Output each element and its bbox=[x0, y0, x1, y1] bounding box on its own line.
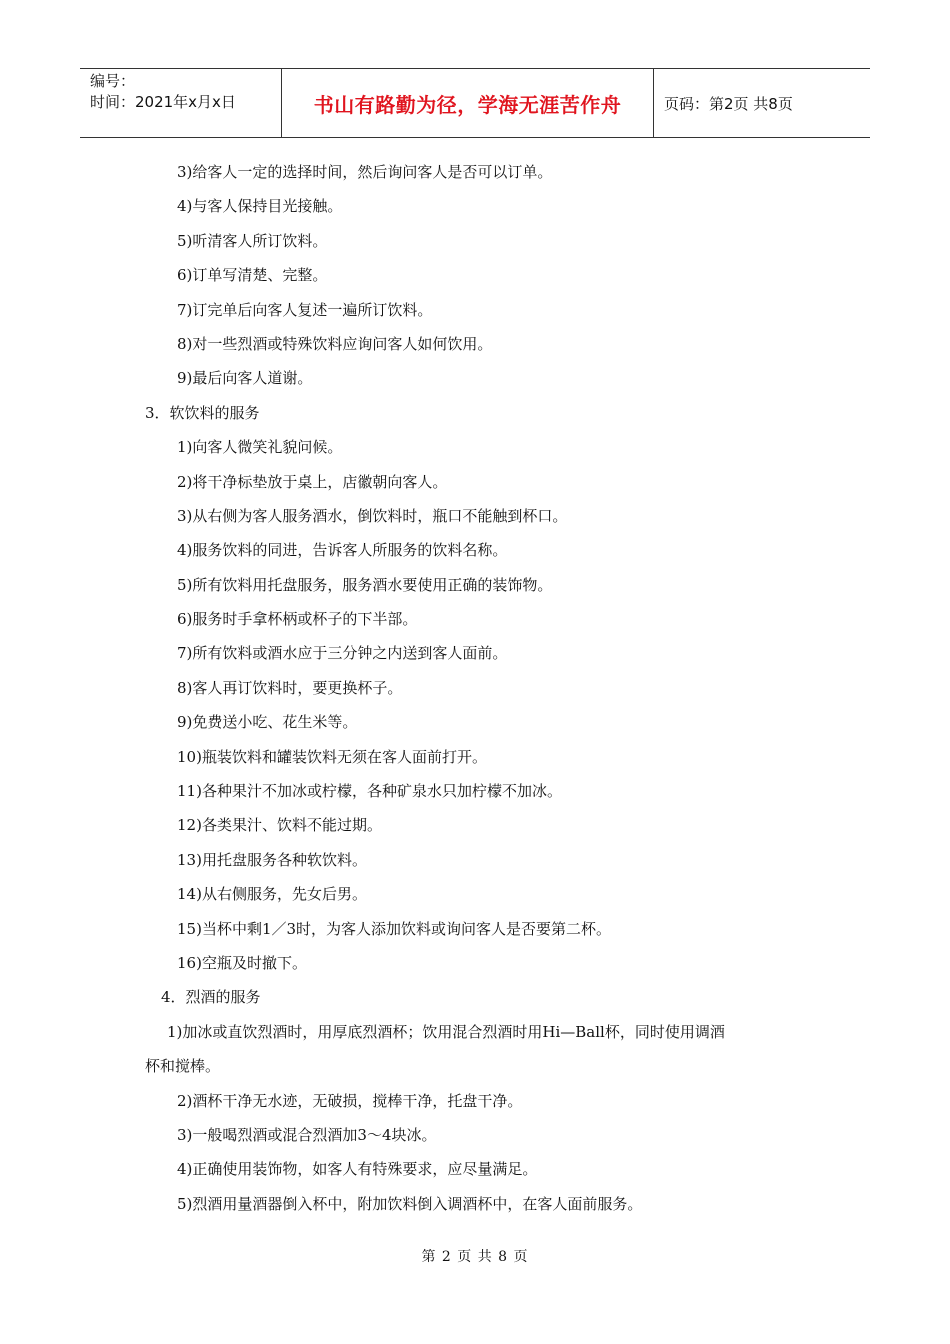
header-page-info: 页码：第2页 共8页 bbox=[664, 94, 793, 113]
list-item: 8)客人再订饮料时，要更换杯子。 bbox=[177, 678, 403, 697]
list-item: 1)加冰或直饮烈酒时，用厚底烈酒杯；饮用混合烈酒时用Hi—Ball杯，同时使用调酒 bbox=[167, 1022, 725, 1041]
list-item: 14)从右侧服务，先女后男。 bbox=[177, 885, 367, 904]
list-item: 9)免费送小吃、花生米等。 bbox=[177, 713, 358, 732]
document-number-label: 编号： bbox=[90, 72, 136, 90]
list-item: 3)给客人一定的选择时间，然后询问客人是否可以订单。 bbox=[177, 163, 553, 181]
list-item: 5)所有饮料用托盘服务，服务酒水要使用正确的装饰物。 bbox=[177, 575, 553, 594]
list-item: 13)用托盘服务各种软饮料。 bbox=[177, 850, 367, 869]
list-item: 2)酒杯干净无水迹，无破损，搅棒干净，托盘干净。 bbox=[177, 1091, 523, 1110]
page-header bbox=[80, 68, 870, 138]
list-item: 1)向客人微笑礼貌问候。 bbox=[177, 438, 343, 457]
list-item: 7)所有饮料或酒水应于三分钟之内送到客人面前。 bbox=[177, 644, 508, 663]
list-item: 6)服务时手拿杯柄或杯子的下半部。 bbox=[177, 610, 418, 629]
list-item: 2)将干净标垫放于桌上，店徽朝向客人。 bbox=[177, 472, 448, 491]
list-item: 12)各类果汁、饮料不能过期。 bbox=[177, 816, 382, 835]
list-item: 8)对一些烈酒或特殊饮料应询问客人如何饮用。 bbox=[177, 334, 493, 353]
list-item: 9)最后向客人道谢。 bbox=[177, 369, 313, 388]
header-meta bbox=[80, 69, 282, 137]
section-heading: 3．软饮料的服务 bbox=[145, 403, 260, 422]
list-item: 11)各种果汁不加冰或柠檬，各种矿泉水只加柠檬不加冰。 bbox=[177, 782, 562, 801]
document-date: 时间：2021年x月x日 bbox=[90, 93, 236, 111]
list-item: 5)听清客人所订饮料。 bbox=[177, 231, 328, 250]
section-heading: 4．烈酒的服务 bbox=[161, 988, 261, 1007]
list-item: 16)空瓶及时撤下。 bbox=[177, 953, 307, 972]
list-item-continuation: 杯和搅棒。 bbox=[145, 1057, 221, 1076]
list-item: 7)订完单后向客人复述一遍所订饮料。 bbox=[177, 300, 433, 319]
list-item: 10)瓶装饮料和罐装饮料无须在客人面前打开。 bbox=[177, 747, 487, 766]
list-item: 4)正确使用装饰物，如客人有特殊要求，应尽量满足。 bbox=[177, 1160, 538, 1179]
page-footer: 第 2 页 共 8 页 bbox=[421, 1249, 529, 1265]
list-item: 4)与客人保持目光接触。 bbox=[177, 197, 343, 216]
list-item: 15)当杯中剩1／3时，为客人添加饮料或询问客人是否要第二杯。 bbox=[177, 919, 612, 938]
list-item: 4)服务饮料的同进，告诉客人所服务的饮料名称。 bbox=[177, 541, 508, 560]
document-body bbox=[145, 155, 805, 1221]
list-item: 6)订单写清楚、完整。 bbox=[177, 266, 328, 285]
header-motto-cell bbox=[282, 69, 654, 137]
list-item: 3)从右侧为客人服务酒水，倒饮料时，瓶口不能触到杯口。 bbox=[177, 506, 568, 525]
list-item: 3)一般喝烈酒或混合烈酒加3～4块冰。 bbox=[177, 1125, 437, 1144]
header-motto: 书山有路勤为径，学海无涯苦作舟 bbox=[313, 92, 622, 117]
list-item: 5)烈酒用量酒器倒入杯中，附加饮料倒入调酒杯中，在客人面前服务。 bbox=[177, 1194, 643, 1213]
